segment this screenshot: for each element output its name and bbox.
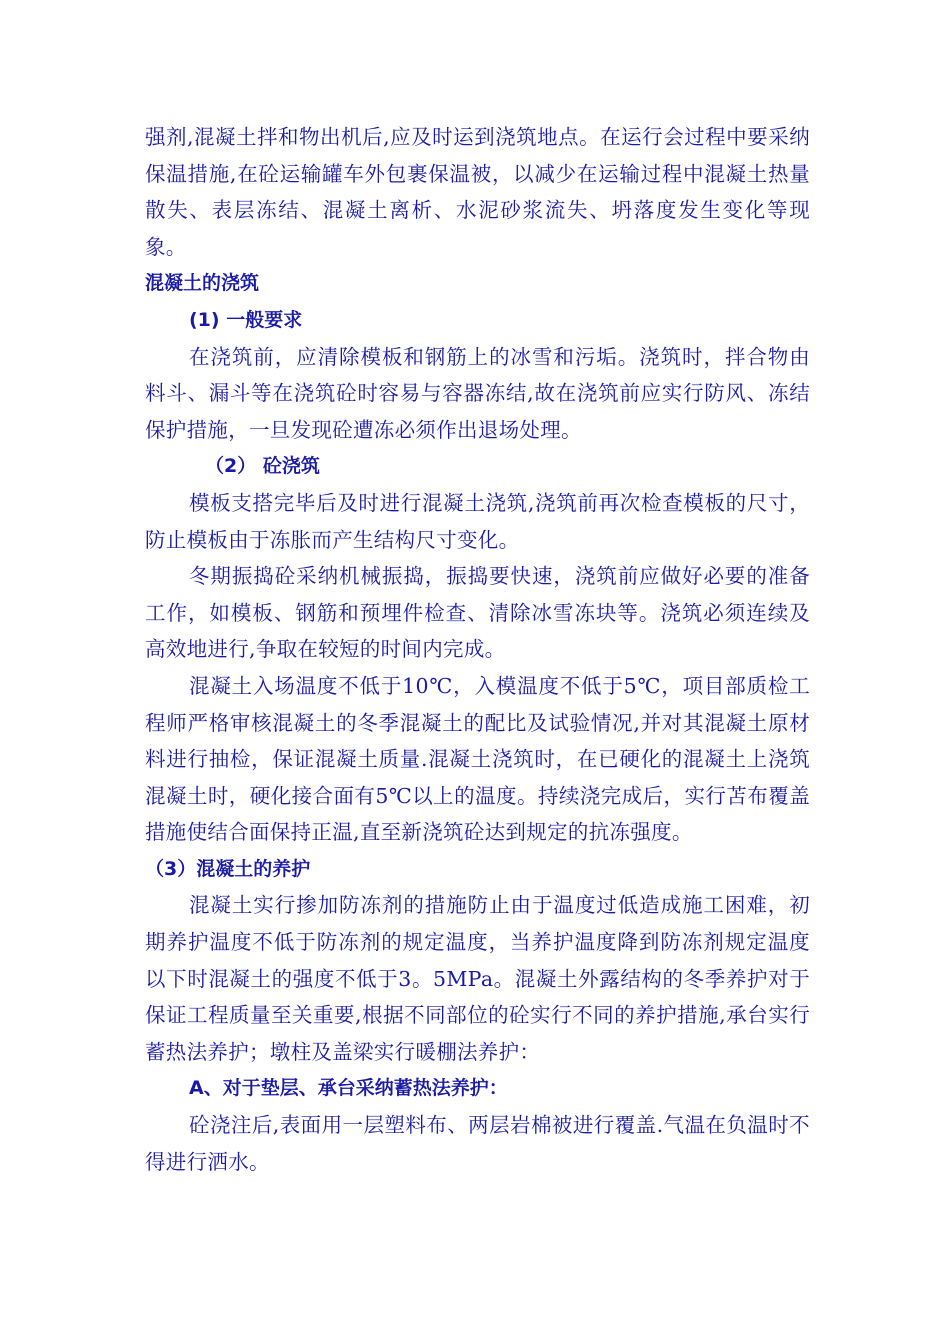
heading-concrete-pouring: （2） 砼浇筑 bbox=[205, 455, 320, 478]
heading-general-requirements: (1) 一般要求 bbox=[189, 308, 303, 331]
document-body bbox=[145, 119, 810, 1180]
paragraph-curing-measures: 混凝土实行掺加防冻剂的措施防止由于温度过低造成施工困难，初期养护温度不低于防冻剂的规定温度，当养护温度降到防冻剂规定温度以下时混凝土的强度不低于3。5MPa。混凝土外露结构的冬季养护对于保证工程质量至关重要,根据不同部位的砼实行不同的养护措施,承台实行蓄热法养护；墩柱及盖梁实行暖棚法养护： bbox=[145, 893, 810, 1064]
paragraph-formwork-check: 模板支搭完毕后及时进行混凝土浇筑,浇筑前再次检查模板的尺寸，防止模板由于冻胀而产生结构尺寸变化。 bbox=[145, 490, 810, 552]
heading-heat-storage: A、对于垫层、承台采纳蓄热法养护： bbox=[189, 1077, 508, 1100]
paragraph-before-pouring: 在浇筑前，应清除模板和钢筋上的冰雪和污垢。浇筑时，拌合物由料斗、漏斗等在浇筑砼时容易与容器冻结,故在浇筑前应实行防风、冻结保护措施，一旦发现砼遭冻必须作出退场处理。 bbox=[145, 344, 810, 442]
paragraph-covering: 砼浇注后,表面用一层塑料布、两层岩棉被进行覆盖.气温在负温时不得进行洒水。 bbox=[145, 1113, 810, 1174]
paragraph-vibration: 冬期振捣砼采纳机械振捣，振捣要快速，浇筑前应做好必要的准备工作，如模板、钢筋和预埋件检查、清除冰雪冻块等。浇筑必须连续及高效地进行,争取在较短的时间内完成。 bbox=[145, 564, 810, 662]
heading-pouring: 混凝土的浇筑 bbox=[145, 272, 260, 295]
paragraph-transport: 强剂,混凝土拌和物出机后,应及时运到浇筑地点。在运行会过程中要采纳保温措施,在砼运输罐车外包裹保温被，以减少在运输过程中混凝土热量散失、表层冻结、混凝土离析、水泥砂浆流失、坍落度发生变化等现象。 bbox=[145, 125, 810, 259]
heading-curing: （3）混凝土的养护 bbox=[145, 857, 311, 880]
paragraph-temperature: 混凝土入场温度不低于10℃，入模温度不低于5℃，项目部质检工程师严格审核混凝土的冬季混凝土的配比及试验情况,并对其混凝土原材料进行抽检，保证混凝土质量.混凝土浇筑时，在已硬化的混凝土上浇筑混凝土时，硬化接合面有5℃以上的温度。持续浇完成后，实行苫布覆盖措施使结合面保持正温,直至新浇筑砼达到规定的抗冻强度。 bbox=[145, 673, 810, 845]
